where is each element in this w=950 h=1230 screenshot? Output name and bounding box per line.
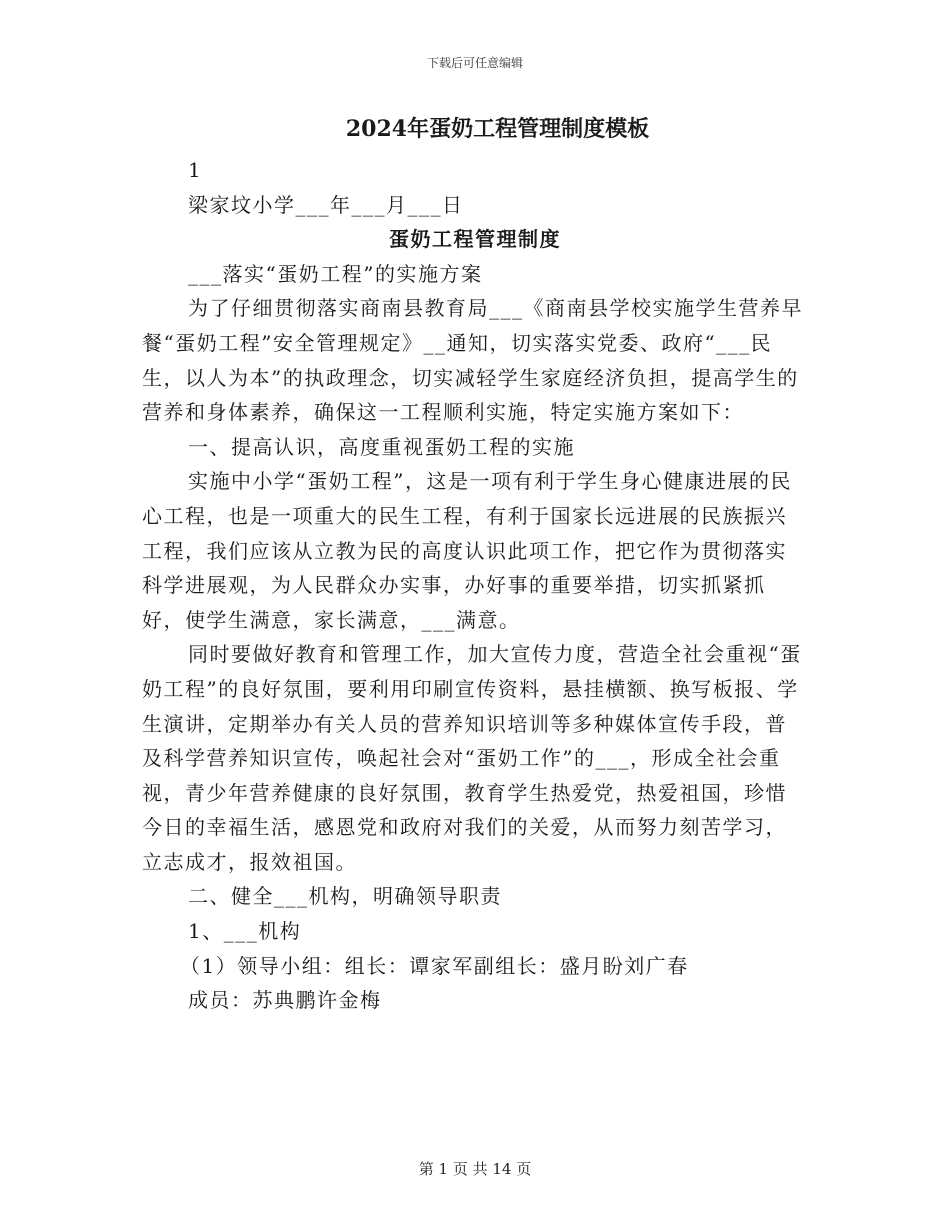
- body-paragraph: 实施中小学“蛋奶工程”，这是一项有利于学生身心健康进展的民心工程，也是一项重大的民生工程，有利于国家长远进展的民族振兴工程，我们应该从立教为民的高度认识此项工作，把它作为贯彻落实科学进展观，为人民群众办实事，办好事的重要举措，切实抓紧抓好，使学生满意，家长满意，___满意。: [142, 469, 792, 632]
- paragraph-number: 1: [188, 158, 203, 182]
- document-title: 2024年蛋奶工程管理制度模板: [345, 116, 650, 142]
- document-body: [142, 153, 808, 1018]
- section-heading: 蛋奶工程管理制度: [389, 227, 561, 252]
- plan-title-line: ___落实“蛋奶工程”的实施方案: [188, 261, 483, 286]
- subheading-one: 一、提高认识，高度重视蛋奶工程的实施: [188, 434, 575, 459]
- leadership-group-line: （1）领导小组：组长：谭家军副组长：盛月盼刘广春: [180, 953, 689, 978]
- school-date-line: 梁家坟小学___年___月___日: [188, 192, 464, 217]
- body-paragraph: 同时要做好教育和管理工作，加大宣传力度，营造全社会重视“蛋奶工程”的良好氛围，要利用印刷宣传资料，悬挂横额、换写板报、学生演讲，定期举办有关人员的营养知识培训等多种媒体宣传手段，普及科学营养知识宣传，唤起社会对“蛋奶工作”的___，形成全社会重视，青少年营养健康的良好氛围，教育学生热爱党，热爱祖国，珍惜今日的幸福生活，感恩党和政府对我们的关爱，从而努力刻苦学习，立志成才，报效祖国。: [142, 642, 802, 874]
- list-item-organization: 1、___机构: [188, 919, 302, 944]
- members-line: 成员：苏典鹏许金梅: [188, 988, 382, 1013]
- body-paragraph: 为了仔细贯彻落实商南县教育局___《商南县学校实施学生营养早餐“蛋奶工程”安全管理规定》__通知，切实落实党委、政府“___民生，以人为本”的执政理念，切实减轻学生家庭经济负担，提高学生的营养和身体素养，确保这一工程顺利实施，特定实施方案如下：: [142, 296, 803, 425]
- page-footer: 第 1 页 共 14 页: [418, 1160, 532, 1178]
- subheading-two: 二、健全___机构，明确领导职责: [188, 884, 502, 909]
- header-note: 下载后可任意编辑: [426, 56, 523, 70]
